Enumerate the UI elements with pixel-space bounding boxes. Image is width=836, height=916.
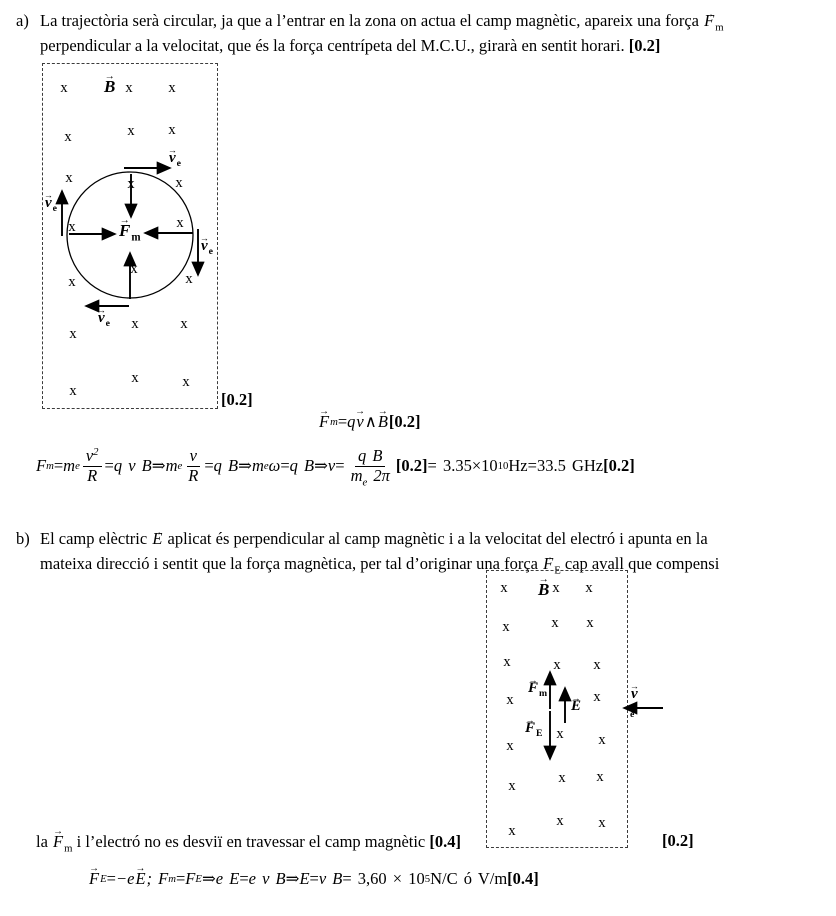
section-a-line2: perpendicular a la velocitat, que és la força centrípeta del M.C.U., girarà en sentit horari. [0.2]: [40, 36, 661, 55]
field-into-page-x-mark: x: [508, 777, 516, 794]
field-into-page-x-mark: x: [180, 315, 188, 332]
field-into-page-x-mark: x: [552, 579, 560, 596]
ve-velocity-label-bottom: $v \to_e$: [97, 311, 110, 326]
field-into-page-x-mark: x: [182, 373, 190, 390]
field-into-page-x-mark: x: [130, 260, 138, 277]
field-into-page-x-mark: x: [168, 79, 176, 96]
field-into-page-x-mark: x: [556, 812, 564, 829]
e-field-label: E →: [570, 699, 582, 714]
section-b-paragraph: [16, 526, 820, 576]
field-into-page-x-mark: x: [69, 325, 77, 342]
field-into-page-x-mark: x: [175, 174, 183, 191]
section-a-marker: a): [16, 11, 29, 30]
b-field-label: B →: [103, 78, 116, 95]
magnetic-field-diagram-circular: [42, 63, 218, 409]
field-into-page-x-mark: x: [551, 614, 559, 631]
ve-velocity-label-left: $v \to_e$: [44, 196, 57, 211]
field-into-page-x-mark: x: [586, 614, 594, 631]
field-into-page-x-mark: x: [506, 691, 514, 708]
field-into-page-x-mark: x: [68, 273, 76, 290]
field-into-page-x-mark: x: [598, 731, 606, 748]
field-into-page-x-mark: x: [176, 214, 184, 231]
field-into-page-x-mark: x: [593, 688, 601, 705]
equation-electric-field: F → E = −e E → ; F m = F E ⇒ e E = e v B ⇒ E = v B = 3,60 × 10 5 N/C ó V/m [0.4]: [88, 869, 539, 889]
field-into-page-x-mark: x: [593, 656, 601, 673]
field-into-page-x-mark: x: [168, 121, 176, 138]
fe-force-label: $F \to_E$: [524, 721, 543, 736]
field-into-page-x-mark: x: [60, 79, 68, 96]
diagram_b-vector-layer: [487, 571, 627, 847]
equation-force-law: F → m = q v → ∧ B → [0.2]: [318, 412, 421, 432]
field-into-page-x-mark: x: [127, 122, 135, 139]
field-into-page-x-mark: x: [585, 579, 593, 596]
fm-force-label: $F \to_m$: [118, 222, 141, 239]
section-b-line2: mateixa direcció i sentit que la força magnètica, per tal d’originar una força $F \to_E$ cap avall que compensi: [40, 551, 820, 576]
field-into-page-x-mark: x: [68, 218, 76, 235]
field-into-page-x-mark: x: [558, 769, 566, 786]
ve-velocity-label: $v \to_e$: [630, 687, 639, 717]
field-into-page-x-mark: x: [500, 579, 508, 596]
field-into-page-x-mark: x: [127, 175, 135, 192]
field-into-page-x-mark: x: [553, 656, 561, 673]
field-into-page-x-mark: x: [69, 382, 77, 399]
section-a-line1: La trajectòria serà circular, ja que a l’entrar en la zona on actua el camp magnètic, apareix una força $F \to_m$: [40, 8, 820, 33]
field-into-page-x-mark: x: [125, 79, 133, 96]
b-field-label: B →: [537, 581, 550, 598]
field-into-page-x-mark: x: [508, 822, 516, 839]
section-b-text: [40, 526, 820, 576]
field-into-page-x-mark: x: [506, 737, 514, 754]
section-b-line1: El camp elèctric E → aplicat és perpendicular al camp magnètic i a la velocitat del electró i apunta en la: [40, 526, 820, 551]
field-into-page-x-mark: x: [596, 768, 604, 785]
diagram-a-score: [0.2]: [221, 390, 253, 409]
field-into-page-x-mark: x: [185, 270, 193, 287]
field-into-page-x-mark: x: [556, 725, 564, 742]
section-a-text: [40, 8, 820, 58]
field-into-page-x-mark: x: [598, 814, 606, 831]
section-b-closing-line: la $F \to_m$ i l’electró no es desviï en travessar el camp magnètic [0.4]: [36, 832, 461, 852]
field-into-page-x-mark: x: [131, 369, 139, 386]
ve-velocity-label-top: $v \to_e$: [168, 151, 181, 166]
magnetic-field-diagram-compensation: [486, 570, 638, 848]
field-into-page-x-mark: x: [502, 618, 510, 635]
ve-velocity-label-right: $v \to_e$: [200, 239, 213, 254]
field-into-page-x-mark: x: [65, 169, 73, 186]
equation-frequency-chain: F m = m e $\frac{v^2}{R}$ = q v B ⇒ m e $\frac{v}{R}$ = q B ⇒ m e ω = q B ⇒ ν = $\frac{\text{q B}}{m_e 2\pi}$ [0.2] = 3.35×10 10 Hz = 33.5 GHz [0.2]: [36, 445, 635, 488]
field-into-page-x-mark: x: [131, 315, 139, 332]
fm-force-label: $F \to_m$: [527, 681, 547, 696]
field-into-page-x-mark: x: [503, 653, 511, 670]
field-into-page-x-mark: x: [64, 128, 72, 145]
diagram-b-score: [0.2]: [662, 831, 694, 850]
section-a-paragraph: [16, 8, 820, 58]
section-b-marker: b): [16, 529, 30, 548]
